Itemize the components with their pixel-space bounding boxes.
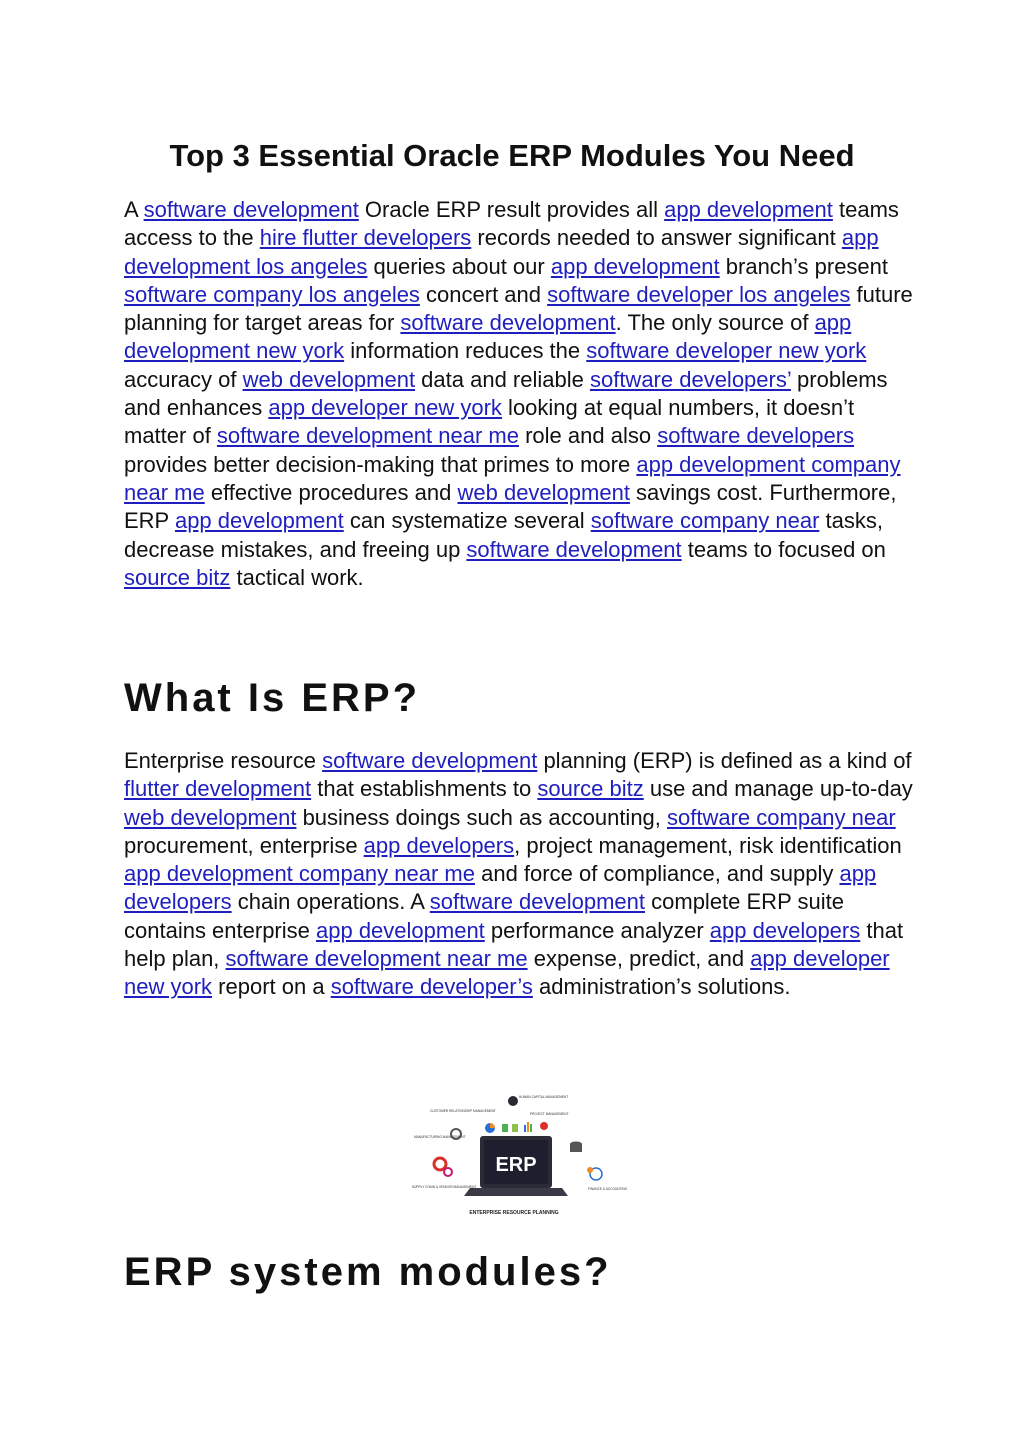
paragraph-text: Oracle ERP result provides all xyxy=(358,197,665,222)
inline-link[interactable]: app developers xyxy=(709,917,861,943)
paragraph-text: , project management, risk identification xyxy=(514,832,902,858)
crm-label: CUSTOMER RELATIONSHIP MANAGEMENT xyxy=(430,1109,496,1113)
hcm-label: HUMAN CAPITAL MANAGEMENT xyxy=(519,1095,569,1099)
paragraph-text: branch’s present xyxy=(719,253,889,279)
inline-link[interactable]: software development xyxy=(466,536,682,562)
project-label: PROJECT MANAGEMENT xyxy=(530,1112,569,1116)
inline-link[interactable]: app developer new york xyxy=(268,395,502,421)
finance-label: FINANCE & ACCOUNTING xyxy=(588,1187,628,1191)
card-icon xyxy=(512,1124,518,1132)
paragraph-text: records needed to answer significant xyxy=(471,225,842,251)
paragraph-text: complete ERP suite contains enterprise xyxy=(124,889,844,943)
inline-link[interactable]: app development company near me xyxy=(124,451,901,505)
inline-link[interactable]: software developers’ xyxy=(589,366,791,392)
inline-link[interactable]: app developers xyxy=(363,832,515,858)
paragraph-text: role and also xyxy=(518,423,658,449)
bar-icon xyxy=(527,1122,529,1132)
paragraph-text: administration’s solutions. xyxy=(532,974,791,1000)
erp-definition-paragraph xyxy=(124,747,914,1002)
heading-what-is-erp: What Is ERP? xyxy=(124,676,421,720)
paragraph-text: tactical work. xyxy=(230,564,364,590)
paragraph-text: use and manage up-to-day xyxy=(643,776,913,802)
paragraph-text: teams to focused on xyxy=(681,536,886,562)
paragraph-text: business doings such as accounting, xyxy=(296,804,668,830)
heading-erp-system-modules: ERP system modules? xyxy=(124,1250,612,1294)
paragraph-text: queries about our xyxy=(367,253,551,279)
paragraph-text: that establishments to xyxy=(311,776,538,802)
inline-link[interactable]: app development xyxy=(550,253,720,279)
inline-link[interactable]: app development los angeles xyxy=(124,225,879,279)
inline-link[interactable]: web development xyxy=(124,804,297,830)
inline-link[interactable]: software development xyxy=(429,889,646,915)
paragraph-text: A xyxy=(124,197,144,222)
inline-link[interactable]: software developer los angeles xyxy=(547,281,851,307)
inline-link[interactable]: web development xyxy=(242,366,416,392)
inline-link[interactable]: app development xyxy=(664,197,833,222)
erp-center-label: ERP xyxy=(495,1154,537,1176)
paragraph-text: performance analyzer xyxy=(484,917,710,943)
paragraph-text: can systematize several xyxy=(343,508,591,534)
bar-icon xyxy=(530,1124,532,1132)
inline-link[interactable]: app development xyxy=(174,508,344,534)
intro-paragraph xyxy=(124,196,914,592)
paragraph-text: information reduces the xyxy=(344,338,587,364)
inline-link[interactable]: software developer new york xyxy=(586,338,867,364)
laptop-base xyxy=(464,1188,568,1196)
paragraph-text: chain operations. A xyxy=(231,889,430,915)
paragraph-text: provides better decision-making that primes to more xyxy=(124,451,637,477)
coin-icon xyxy=(587,1167,593,1173)
pie-slice-icon xyxy=(490,1123,495,1128)
document-title: Top 3 Essential Oracle ERP Modules You Need xyxy=(169,138,855,173)
hcm-icon xyxy=(508,1096,518,1106)
inline-link[interactable]: software developer’s xyxy=(330,974,533,1000)
inline-link[interactable]: hire flutter developers xyxy=(259,225,472,251)
database-icon xyxy=(570,1144,582,1152)
inline-link[interactable]: source bitz xyxy=(537,776,644,802)
inline-link[interactable]: app development xyxy=(316,917,485,943)
paragraph-text: future planning for target areas for xyxy=(124,281,913,336)
paragraph-text: planning (ERP) is defined as a kind of xyxy=(537,748,912,773)
inline-link[interactable]: software development near me xyxy=(225,946,528,972)
inline-link[interactable]: flutter development xyxy=(124,776,312,802)
paragraph-text: that help plan, xyxy=(124,917,904,972)
paragraph-text: accuracy of xyxy=(124,366,243,392)
paragraph-text: problems and enhances xyxy=(124,366,888,421)
inline-link[interactable]: app developers xyxy=(124,861,877,915)
inline-link[interactable]: source bitz xyxy=(124,564,231,590)
paragraph-text: procurement, enterprise xyxy=(124,832,364,858)
paragraph-text: . The only source of xyxy=(615,310,815,336)
paragraph-text: savings cost. Furthermore, ERP xyxy=(124,479,897,534)
paragraph-text: report on a xyxy=(212,974,331,1000)
erp-caption: ENTERPRISE RESOURCE PLANNING xyxy=(469,1210,559,1216)
inline-link[interactable]: software company los angeles xyxy=(124,281,420,307)
paragraph-text: data and reliable xyxy=(415,366,590,392)
manufacturing-label: MANUFACTURING MANAGEMENT xyxy=(414,1135,466,1139)
inline-link[interactable]: software company near xyxy=(667,804,896,830)
inline-link[interactable]: app developer new york xyxy=(124,946,890,1000)
inline-link[interactable]: app development company near me xyxy=(124,861,475,887)
gear-pink-icon xyxy=(444,1168,452,1176)
paragraph-text: and force of compliance, and supply xyxy=(475,861,840,887)
inline-link[interactable]: app development new york xyxy=(124,310,852,364)
inline-link[interactable]: software development xyxy=(143,197,359,222)
gear-icon xyxy=(540,1122,548,1130)
paragraph-text: Enterprise resource xyxy=(124,748,323,773)
inline-link[interactable]: software developers xyxy=(657,423,855,449)
bar-icon xyxy=(524,1125,526,1132)
paragraph-text: tasks, decrease mistakes, and freeing up xyxy=(124,508,883,562)
paragraph-text: teams access to the xyxy=(124,197,899,251)
inline-link[interactable]: software company near xyxy=(590,508,820,534)
gear-red-icon xyxy=(434,1158,446,1170)
scm-label: SUPPLY CHAIN & VENDOR MANAGEMENT xyxy=(412,1185,477,1189)
paragraph-text: effective procedures and xyxy=(204,479,458,505)
erp-illustration xyxy=(408,1086,628,1220)
paragraph-text: concert and xyxy=(419,281,548,307)
paragraph-text: looking at equal numbers, it doesn’t matter of xyxy=(124,395,855,449)
paragraph-text: expense, predict, and xyxy=(527,946,751,972)
inline-link[interactable]: web development xyxy=(457,479,630,505)
inline-link[interactable]: software development xyxy=(322,748,538,773)
card-icon xyxy=(502,1124,508,1132)
inline-link[interactable]: software development near me xyxy=(216,423,519,449)
inline-link[interactable]: software development xyxy=(400,310,616,336)
